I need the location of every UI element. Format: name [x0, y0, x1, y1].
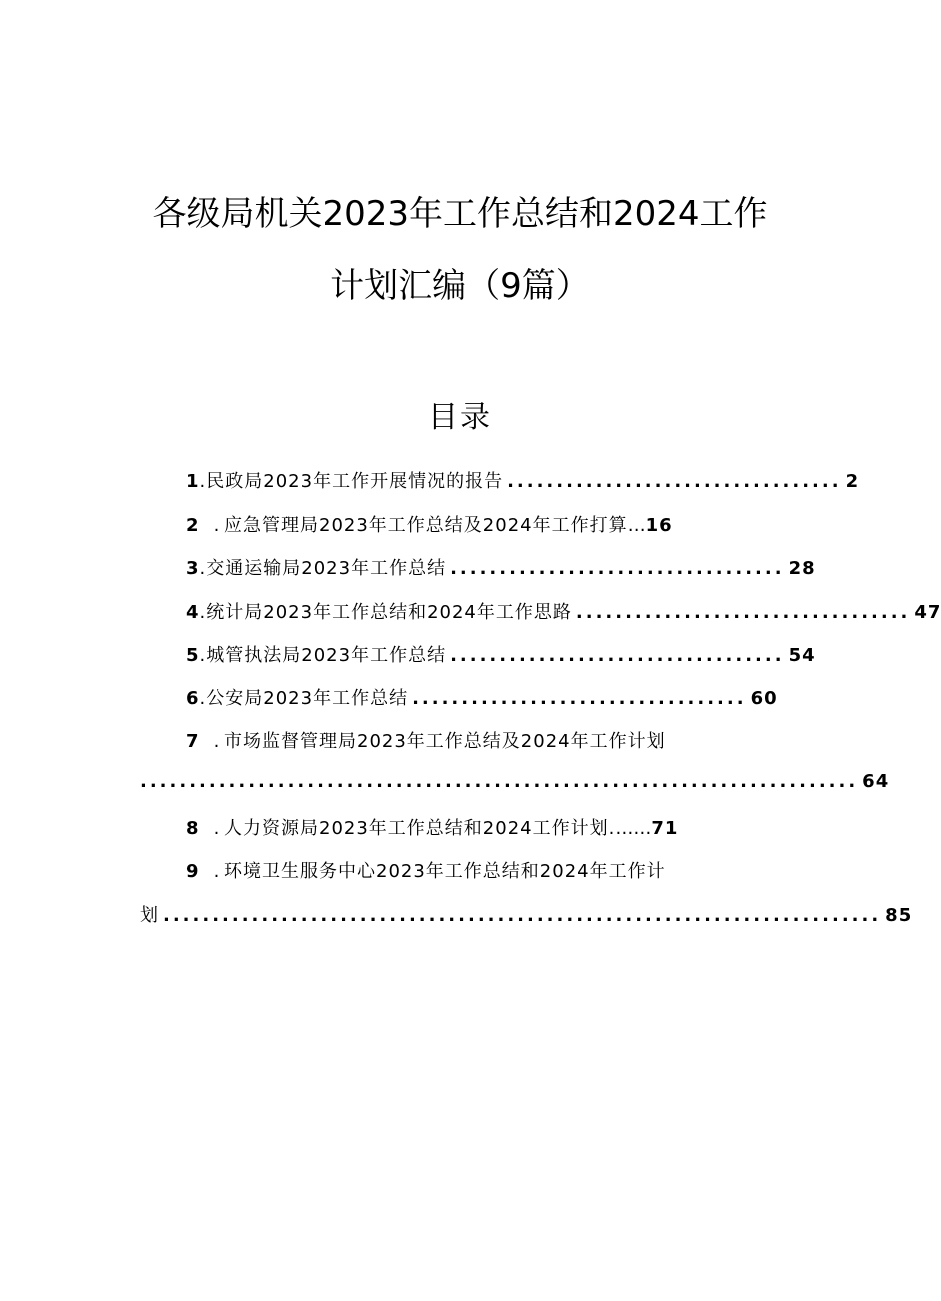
- toc-entry-continuation[interactable]: [140, 901, 913, 927]
- toc-entry[interactable]: [186, 857, 666, 883]
- toc-entry-number: 2: [186, 515, 200, 536]
- toc-entry[interactable]: [186, 598, 941, 624]
- toc-entry[interactable]: [186, 727, 666, 753]
- toc-entry-label: 应急管理局2023年工作总结及2024年工作打算: [224, 515, 628, 536]
- toc-entry-label: 公安局2023年工作总结: [206, 688, 409, 709]
- toc-entry-page: 54: [788, 645, 816, 666]
- toc-entry-label: 交通运输局2023年工作总结: [206, 558, 447, 579]
- toc-entry[interactable]: [186, 684, 776, 710]
- toc-entry-separator: .: [213, 818, 221, 839]
- toc-entry-label: 人力资源局2023年工作总结和2024工作计划.: [224, 818, 616, 839]
- toc-entry[interactable]: [186, 641, 816, 667]
- toc-entry-number: 6: [186, 688, 200, 709]
- toc-entry-number: 9: [186, 861, 200, 882]
- toc-entry-page: 64: [862, 771, 890, 792]
- toc-heading: 目录: [428, 400, 492, 435]
- toc-entry-leader: .........................................................................: [163, 905, 882, 926]
- toc-entry-page: 85: [885, 905, 913, 926]
- toc-entry-page: 60: [750, 688, 778, 709]
- toc-entry[interactable]: [186, 467, 860, 493]
- toc-entry-number: 7: [186, 731, 200, 752]
- toc-entry-page: 2: [845, 471, 860, 492]
- toc-entry-separator: .: [199, 645, 207, 666]
- document-title-line-1: 各级局机关2023年工作总结和2024工作: [152, 194, 768, 234]
- toc-entry-leader: ..................................: [450, 645, 785, 666]
- toc-entry-leader: …: [627, 515, 646, 536]
- toc-entry-separator: .: [213, 731, 221, 752]
- toc-entry-leader: .........................................................................: [140, 771, 859, 792]
- toc-entry-separator: .: [199, 602, 207, 623]
- toc-entry-label: 民政局2023年工作开展情况的报告: [206, 471, 504, 492]
- toc-entry-label: 市场监督管理局2023年工作总结及2024年工作计划: [224, 731, 666, 752]
- toc-entry-leader: ..................................: [575, 602, 911, 623]
- toc-entry-page: 71: [651, 818, 679, 839]
- toc-entry-label: 环境卫生服务中心2023年工作总结和2024年工作计: [224, 861, 666, 882]
- toc-entry-separator: .: [199, 688, 207, 709]
- toc-entry-separator: .: [199, 558, 207, 579]
- toc-entry-page: 16: [645, 515, 673, 536]
- toc-entry-number: 8: [186, 818, 200, 839]
- toc-entry-separator: .: [213, 515, 221, 536]
- toc-entry[interactable]: [186, 814, 678, 840]
- toc-entry-continuation[interactable]: [140, 771, 890, 797]
- toc-entry-page: 28: [788, 558, 816, 579]
- toc-entry-leader: ……: [615, 818, 652, 839]
- toc-entry-label: 统计局2023年工作总结和2024年工作思路: [206, 602, 572, 623]
- toc-entry-label: 城管执法局2023年工作总结: [206, 645, 447, 666]
- toc-entry-leader: ..................................: [507, 471, 842, 492]
- toc-entry[interactable]: [186, 511, 673, 537]
- toc-entry-number: 4: [186, 602, 200, 623]
- toc-entry-number: 5: [186, 645, 200, 666]
- toc-entry-leader: ..................................: [412, 688, 747, 709]
- toc-entry-leader: ..................................: [450, 558, 785, 579]
- toc-entry-number: 3: [186, 558, 200, 579]
- document-title-line-2: 计划汇编（9篇）: [330, 266, 590, 306]
- toc-entry-number: 1: [186, 471, 200, 492]
- toc-entry[interactable]: [186, 554, 816, 580]
- toc-entry-separator: .: [213, 861, 221, 882]
- toc-entry-label-tail: 划: [140, 905, 159, 926]
- toc-entry-page: 47: [914, 602, 941, 623]
- toc-entry-separator: .: [199, 471, 207, 492]
